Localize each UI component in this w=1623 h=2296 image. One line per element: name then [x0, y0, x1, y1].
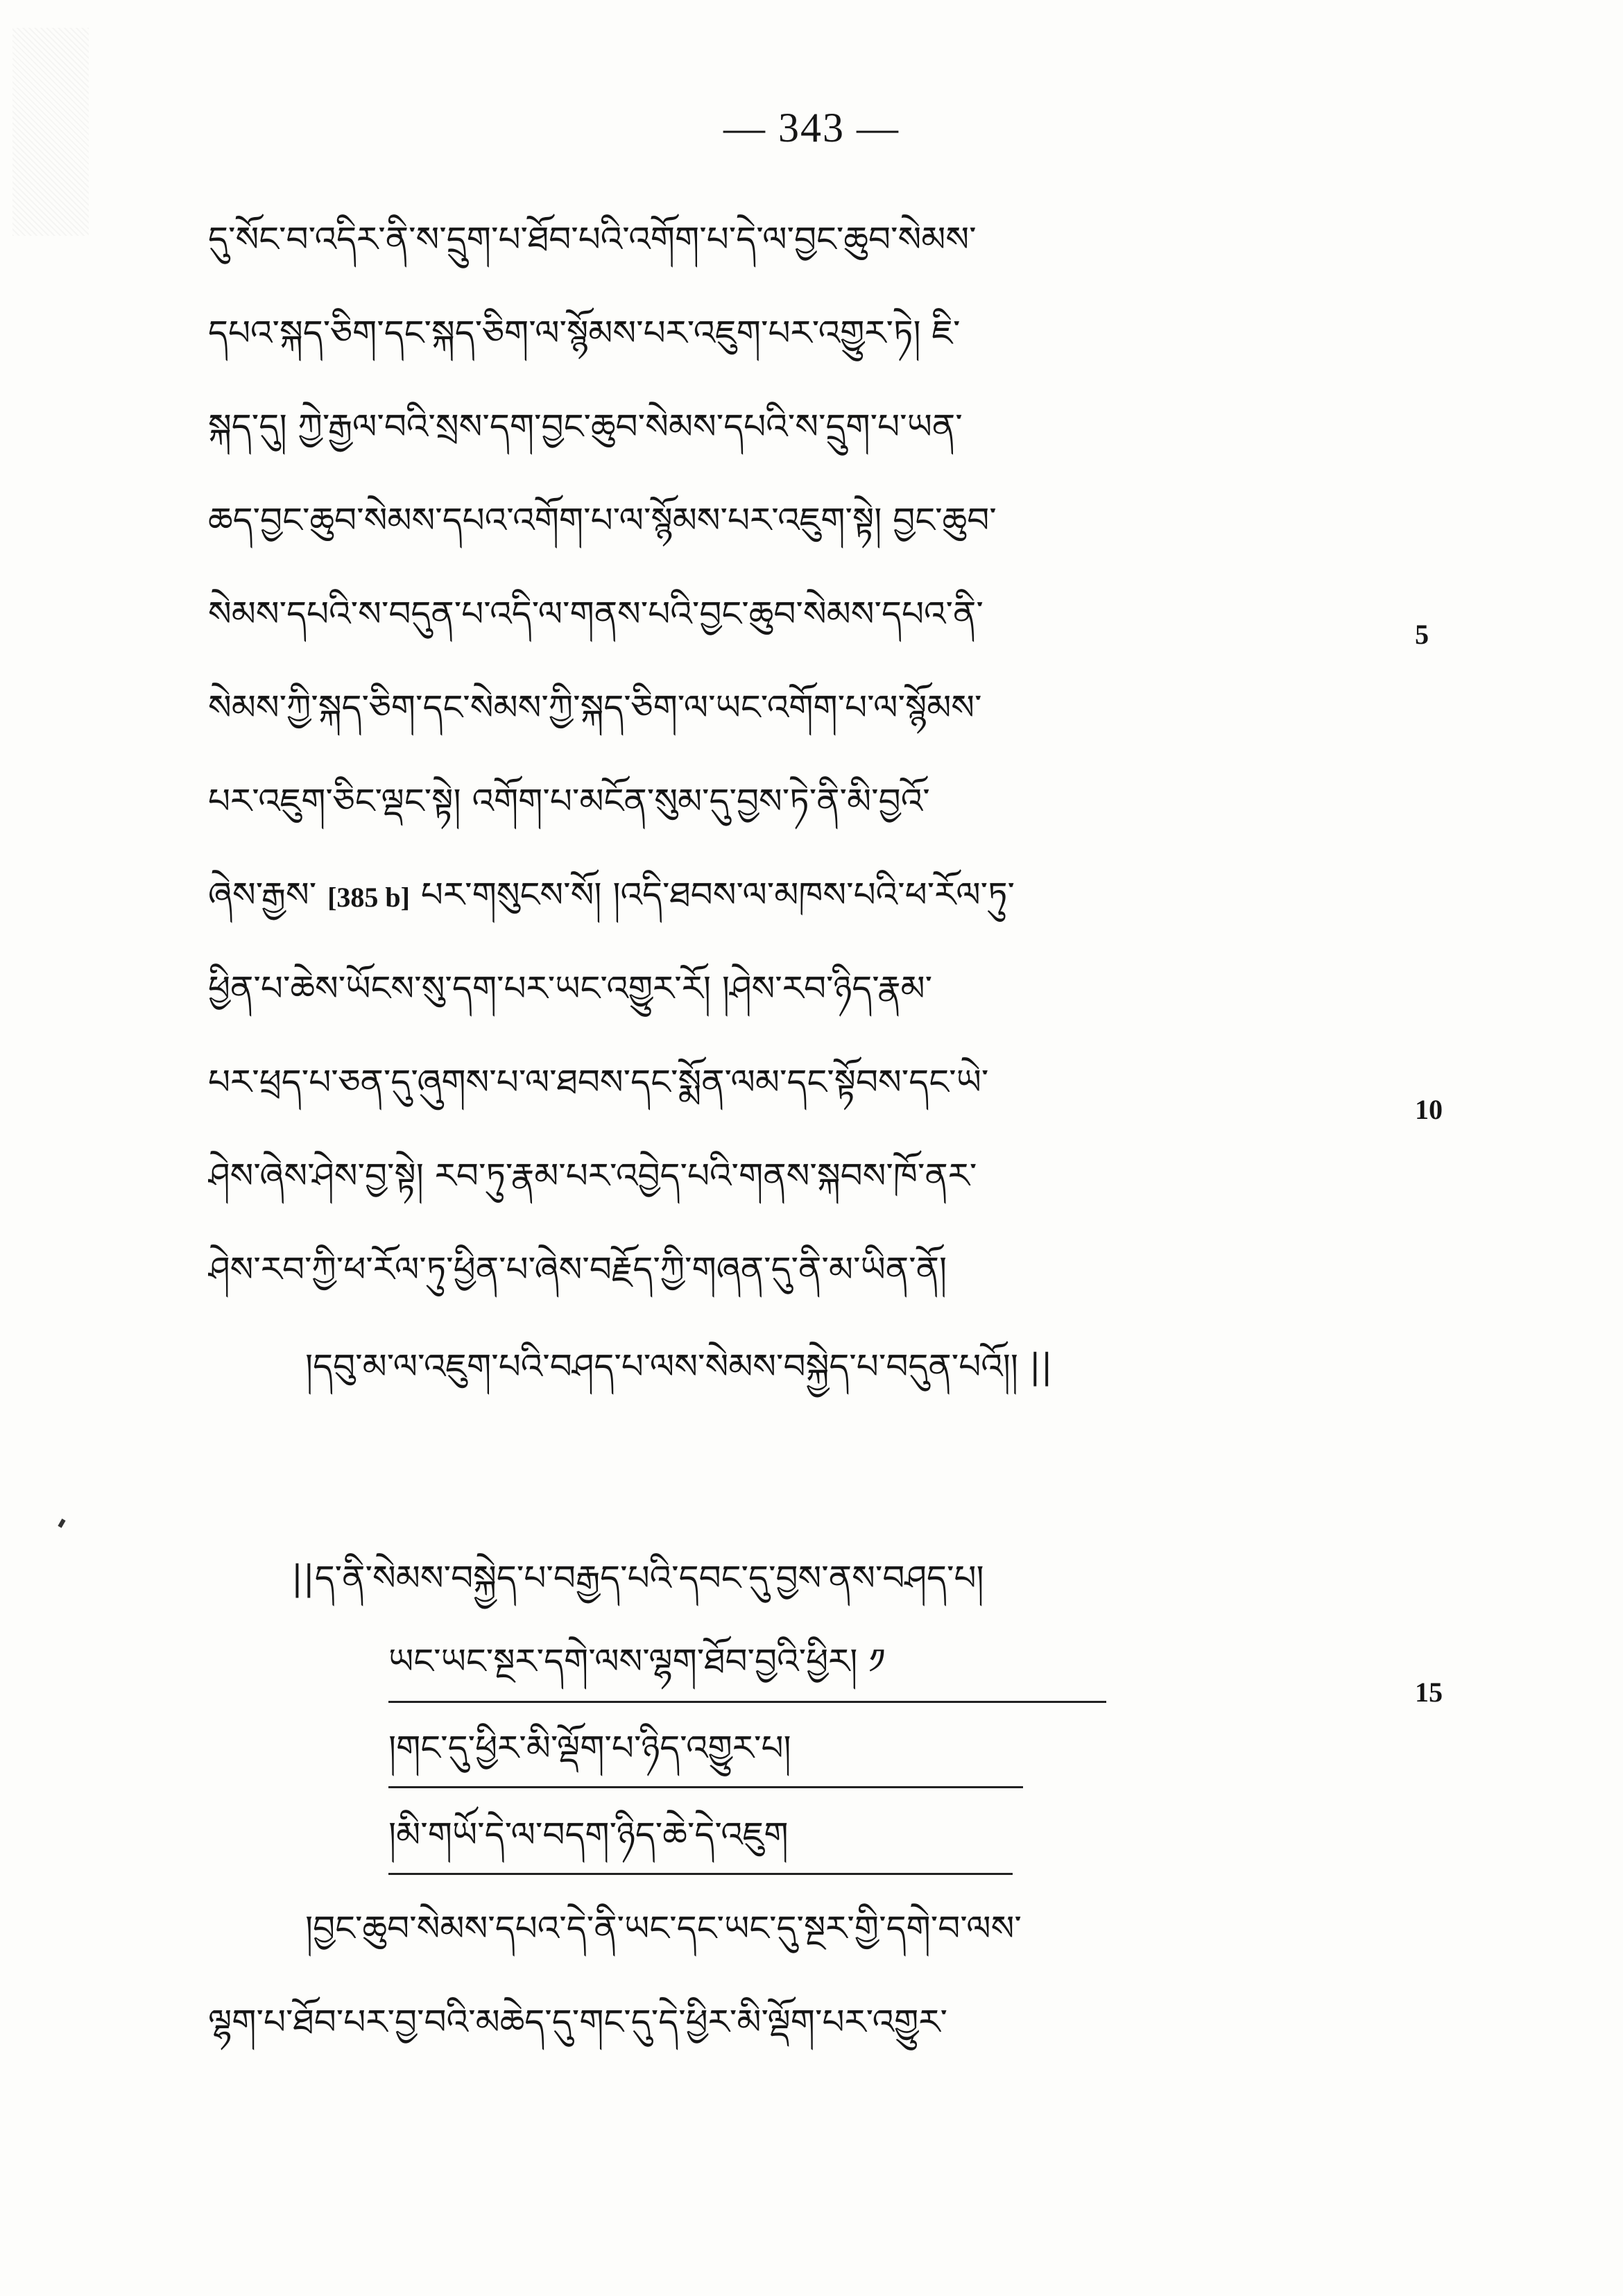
text-line-9: ཕྱིན་པ་ཆེས་ཡོངས་སུ་དག་པར་ཡང་འགྱུར་རོ། །ཤེས་རབ་ཉིད་རྣམ་ — [208, 968, 933, 1009]
text-line-7: པར་འཇུག་ཅིང་ལྡང་སྟེ། འགོག་པ་མངོན་སུམ་དུ་བྱས་ཏེ་ནི་མི་བྱའོ་ — [208, 781, 930, 821]
line-number-5: 5 — [1415, 619, 1429, 650]
text-line-6: སེམས་ཀྱི་སྐད་ཅིག་དང་སེམས་ཀྱི་སྐད་ཅིག་ལ་ཡང་འགོག་པ་ལ་སྙོམས་ — [208, 687, 982, 728]
text-line-10: པར་ཕྲད་པ་ཅན་དུ་ཞུགས་པ་ལ་ཐབས་དང་སྨོན་ལམ་དང་སྟོབས་དང་ཡེ་ — [208, 1062, 989, 1102]
text-segment-before-folio: ཞེས་རྒྱས་ — [208, 875, 317, 915]
text-line-12: ཤེས་རབ་ཀྱི་ཕ་རོལ་ཏུ་ཕྱིན་པ་ཞེས་བརྗོད་ཀྱི་གཞན་དུ་ནི་མ་ཡིན་ནོ། — [208, 1249, 947, 1290]
folio-reference: [385 b] — [327, 882, 410, 913]
text-line-11: ཤེས་ཞེས་ཤེས་བྱ་སྟེ། རབ་ཏུ་རྣམ་པར་འབྱེད་པའི་གནས་སྐབས་ཁོ་ནར་ — [208, 1156, 977, 1196]
verse-underline-3 — [388, 1873, 1013, 1875]
text-line-3: སྐད་དུ། ཀྱེ་རྒྱལ་བའི་སྲས་དག་བྱང་ཆུབ་སེམས་དཔའི་ས་དྲུག་པ་ཡན་ — [208, 406, 963, 447]
verse-line-2: །གང་དུ་ཕྱིར་མི་ལྡོག་པ་ཉིད་འགྱུར་པ། — [388, 1728, 791, 1768]
text-line-2: དཔའ་སྐད་ཅིག་དང་སྐད་ཅིག་ལ་སྙོམས་པར་འཇུག་པར་འགྱུར་ཏེ། ཇི་ — [208, 313, 961, 353]
verse-line-1: ཡང་ཡང་སྔར་དགེ་ལས་ལྷག་ཐོབ་བྱའི་ཕྱིར། ༡ — [388, 1641, 886, 1681]
section-heading: ||ད་ནི་སེམས་བསྐྱེད་པ་བརྒྱད་པའི་དབང་དུ་བྱས་ནས་བཤད་པ། — [291, 1558, 984, 1598]
commentary-line-1: །བྱང་ཆུབ་སེམས་དཔའ་དེ་ནི་ཡང་དང་ཡང་དུ་སྔར་གྱི་དགེ་བ་ལས་ — [305, 1908, 1022, 1948]
commentary-line-2: ལྷག་པ་ཐོབ་པར་བྱ་བའི་མཆེད་དུ་གང་དུ་དེ་ཕྱིར་མི་ལྡོག་པར་འགྱུར་ — [208, 2002, 947, 2042]
verse-underline-2 — [388, 1786, 1023, 1788]
text-segment-after-folio: པར་གསུངས་སོ། །འདི་ཐབས་ལ་མཁས་པའི་ཕ་རོལ་ཏུ་ — [420, 875, 1015, 915]
line-number-15: 15 — [1415, 1677, 1443, 1708]
page-number: — 343 — — [723, 105, 900, 151]
text-line-5: སེམས་དཔའི་ས་བདུན་པ་འདི་ལ་གནས་པའི་བྱང་ཆུབ་སེམས་དཔའ་ནི་ — [208, 594, 984, 634]
text-line-1: དུ་སོང་བ་འདིར་ནི་ས་དྲུག་པ་ཐོབ་པའི་འགོག་པ་དེ་ལ་བྱང་ཆུབ་སེམས་ — [208, 219, 977, 259]
chapter-colophon: །དབུ་མ་ལ་འཇུག་པའི་བཤད་པ་ལས་སེམས་བསྐྱེད་པ་བདུན་པའོ།། || — [305, 1346, 1053, 1387]
verse-line-3: །མི་གཡོ་དེ་ལ་བདག་ཉིད་ཆེ་དེ་འཇུག — [388, 1815, 789, 1855]
line-number-10: 10 — [1415, 1094, 1443, 1125]
text-line-8 — [208, 864, 1457, 926]
verse-underline-1 — [388, 1701, 1106, 1703]
text-line-4: ཆད་བྱང་ཆུབ་སེམས་དཔའ་འགོག་པ་ལ་སྙོམས་པར་འཇུག་སྟེ། བྱང་ཆུབ་ — [208, 500, 997, 540]
scan-artifact-speck — [58, 1518, 65, 1527]
